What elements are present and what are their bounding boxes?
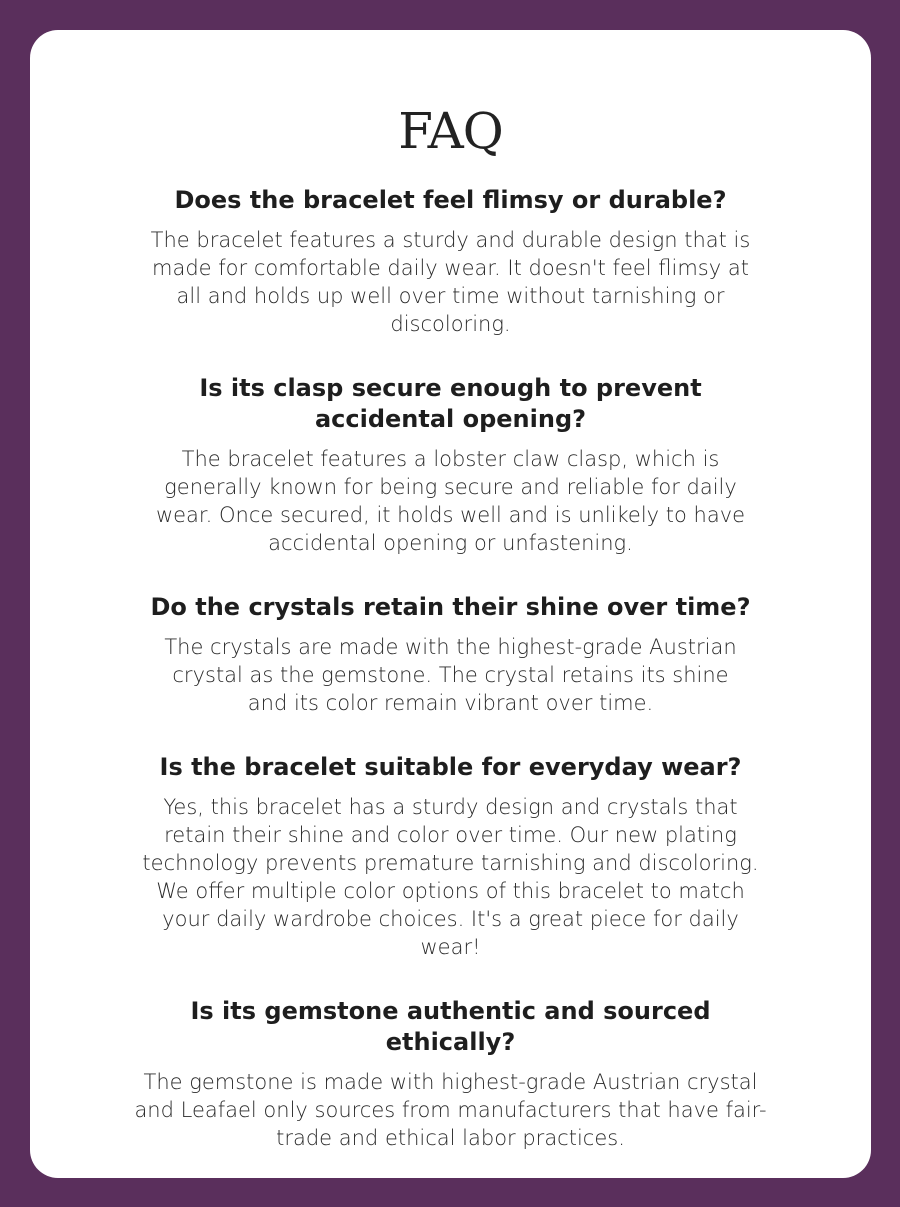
faq-list	[30, 185, 871, 1152]
faq-item	[30, 996, 871, 1152]
faq-question: Does the bracelet feel flimsy or durable?	[174, 186, 727, 214]
faq-question: Is its gemstone authentic and sourced ethically?	[190, 997, 711, 1056]
faq-item	[30, 592, 871, 717]
faq-item	[30, 373, 871, 557]
faq-answer: Yes, this bracelet has a sturdy design and crystals that retain their shine and color over time. Our new plating technology prevents premature tarnishing and discoloring. We offer multiple color options of this bracelet to match your daily wardrobe choices. It's a great piece for daily wear!	[142, 795, 759, 959]
faq-card	[30, 30, 871, 1178]
faq-question: Do the crystals retain their shine over time?	[150, 593, 751, 621]
faq-answer: The bracelet features a sturdy and durable design that is made for comfortable daily wear. It doesn't feel flimsy at all and holds up well over time without tarnishing or discoloring.	[150, 228, 751, 336]
faq-item	[30, 752, 871, 961]
faq-question: Is the bracelet suitable for everyday wear?	[159, 753, 742, 781]
faq-answer: The bracelet features a lobster claw clasp, which is generally known for being secure and reliable for daily wear. Once secured, it holds well and is unlikely to have accidental opening or unfastening.	[155, 447, 746, 555]
faq-item	[30, 185, 871, 338]
faq-answer: The gemstone is made with highest-grade Austrian crystal and Leafael only sources from manufacturers that have fair-trade and ethical labor practices.	[134, 1070, 767, 1150]
page-title: FAQ	[398, 102, 503, 160]
faq-question: Is its clasp secure enough to prevent accidental opening?	[199, 374, 702, 433]
faq-answer: The crystals are made with the highest-grade Austrian crystal as the gemstone. The crystal retains its shine and its color remain vibrant over time.	[164, 635, 737, 715]
